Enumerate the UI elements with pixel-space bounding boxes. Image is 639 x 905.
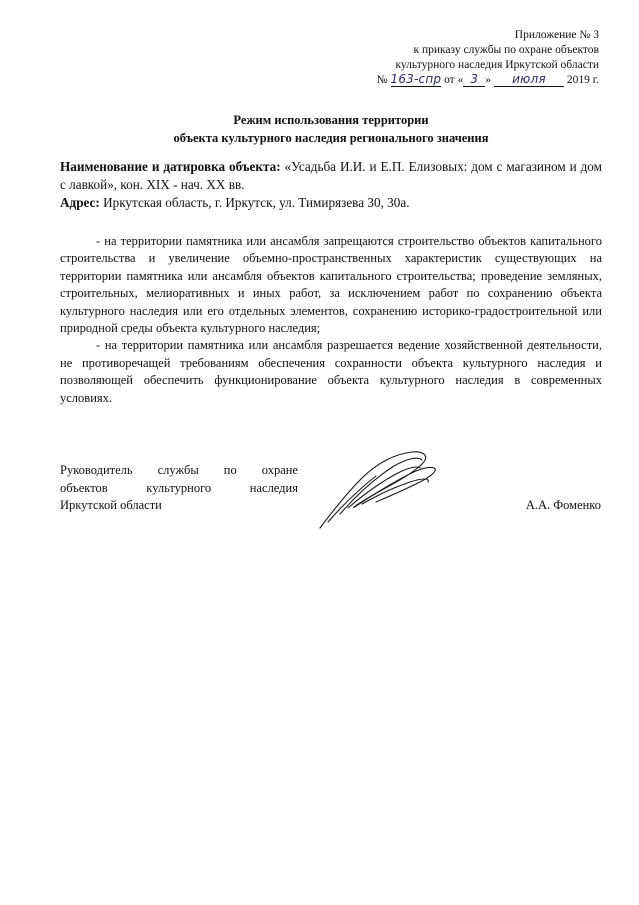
order-number-sign: № xyxy=(376,74,388,86)
appendix-order-ref: к приказу службы по охране объектов xyxy=(413,44,599,56)
regime-text xyxy=(60,233,602,407)
order-date-prefix: от « xyxy=(444,74,464,86)
order-date-month-handwritten: июля xyxy=(494,73,564,87)
object-address-value: Иркутская область, г. Иркутск, ул. Тимирязева 30, 30а. xyxy=(103,195,410,210)
appendix-authority: культурного наследия Иркутской области xyxy=(395,59,599,71)
regime-paragraph-permissions: - на территории памятника или ансамбля разрешается ведение хозяйственной деятельности, не противоречащей требованиям обеспечения сохранности объекта культурного наследия и позволяющей обеспечить функционирование объекта культурного наследия в современных условиях. xyxy=(60,338,602,405)
object-name-label: Наименование и датировка объекта: xyxy=(60,159,281,174)
title-line-1: Режим использования территории xyxy=(233,113,429,127)
appendix-header xyxy=(279,28,599,88)
order-number-handwritten: 163-спр xyxy=(390,72,442,86)
regime-paragraph-prohibitions: - на территории памятника или ансамбля запрещаются строительство объектов капитального строительства и увеличение объемно-пространственных характеристик существующих на территории памятника или ансамбля объектов капитального строительства; проведение земляных, строительных, мелиоративных и иных работ, за исключением работ по сохранению объекта культурного наследия или его отдельных элементов, сохранению историко-градостроительной или природной среды объекта культурного наследия; xyxy=(60,234,602,336)
title-line-2: объекта культурного наследия регионального значения xyxy=(173,131,489,145)
appendix-order-number-date xyxy=(279,73,599,88)
signatory-position-line-2: объектов культурного наследия xyxy=(60,480,298,495)
object-name-paragraph xyxy=(60,158,602,194)
object-info xyxy=(60,158,602,212)
object-address-label: Адрес: xyxy=(60,195,100,210)
signatory-name: А.А. Фоменко xyxy=(525,498,601,512)
object-address-paragraph xyxy=(60,194,602,212)
signatory-position-line-3: Иркутской области xyxy=(60,498,162,513)
handwritten-signature xyxy=(310,448,442,532)
order-date-day-handwritten: 3 xyxy=(463,73,485,87)
signatory-position-line-1: Руководитель службы по охране xyxy=(60,463,298,477)
document-title xyxy=(60,111,602,147)
signatory-position xyxy=(60,462,298,515)
object-name-value: «Усадьба И.И. и Е.П. Елизовых: дом с магазином и дом с лавкой», кон. XIX - нач. XX вв. xyxy=(60,159,602,192)
order-date-quote-close: » xyxy=(485,74,492,86)
order-date-year: 2019 г. xyxy=(566,74,599,86)
appendix-number: Приложение № 3 xyxy=(514,29,599,41)
